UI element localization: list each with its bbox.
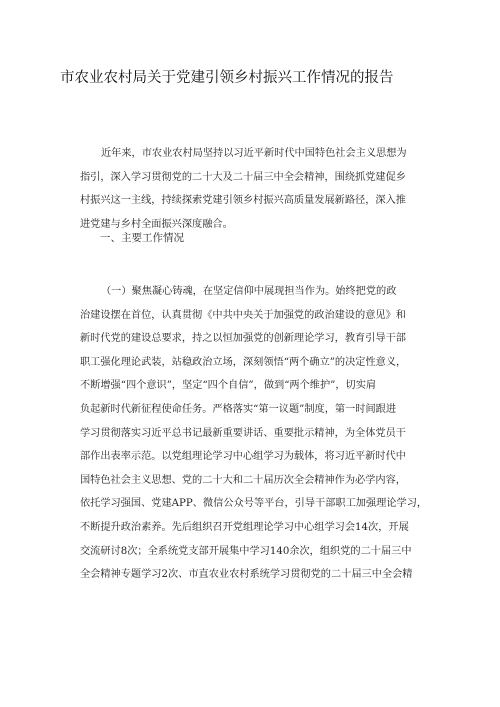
intro-line: 指引，深入学习贯彻党的二十大及二十届三中全会精神，围绕抓党建促乡 — [80, 171, 406, 183]
body-line: 新时代党的建设总要求，持之以恒加强党的创新理论学习，教育引导干部 — [80, 333, 406, 345]
body-line: 不断增强“四个意识”，坚定“四个自信”，做到“两个维护”，切实肩 — [80, 380, 377, 392]
section-heading: 一、主要工作情况 — [100, 232, 184, 244]
body-line: 学习贯彻落实习近平总书记最新重要讲话、重要批示精神，为全体党员干 — [80, 427, 406, 439]
intro-line: 村振兴这一主线，持续探索党建引领乡村振兴高质量发展新路径，深入推 — [80, 195, 406, 207]
body-line: 全会精神专题学习2次、市直农业农村系统学习贯彻党的二十届三中全会精 — [80, 569, 413, 581]
intro-line: 进党建与乡村全面振兴深度融合。 — [80, 218, 233, 230]
body-line: 不断提升政治素养。先后组织召开党组理论学习中心组学习会14次，开展 — [80, 521, 409, 533]
body-line: 负起新时代新征程使命任务。严格落实“第一议题”制度，第一时间跟进 — [80, 403, 397, 415]
intro-line: 近年来，市农业农村局坚持以习近平新时代中国特色社会主义思想为 — [101, 148, 407, 159]
body-line: 依托学习强国、党建APP、微信公众号等平台，引导干部职工加强理论学习， — [80, 498, 428, 510]
body-line: 部作出表率示范。以党组理论学习中心组学习为载体，将习近平新时代中 — [80, 451, 406, 463]
intro-paragraph — [80, 142, 442, 236]
body-paragraph — [80, 280, 442, 587]
body-line: 治建设摆在首位，认真贯彻《中共中央关于加强党的政治建设的意见》和 — [80, 309, 406, 321]
body-line: 交流研讨8次；全系统党支部开展集中学习140余次，组织党的二十届三中 — [80, 545, 412, 557]
body-line: 职工强化理论武装，站稳政治立场，深刻领悟“两个确立”的决定性意义， — [80, 356, 407, 368]
document-title: 市农业农村局关于党建引领乡村振兴工作情况的报告 — [60, 70, 394, 86]
body-line: （一）聚焦凝心铸魂，在坚定信仰中展现担当作为。始终把党的政 — [101, 286, 397, 297]
body-line: 国特色社会主义思想、党的二十大和二十届历次全会精神作为必学内容， — [80, 474, 406, 486]
